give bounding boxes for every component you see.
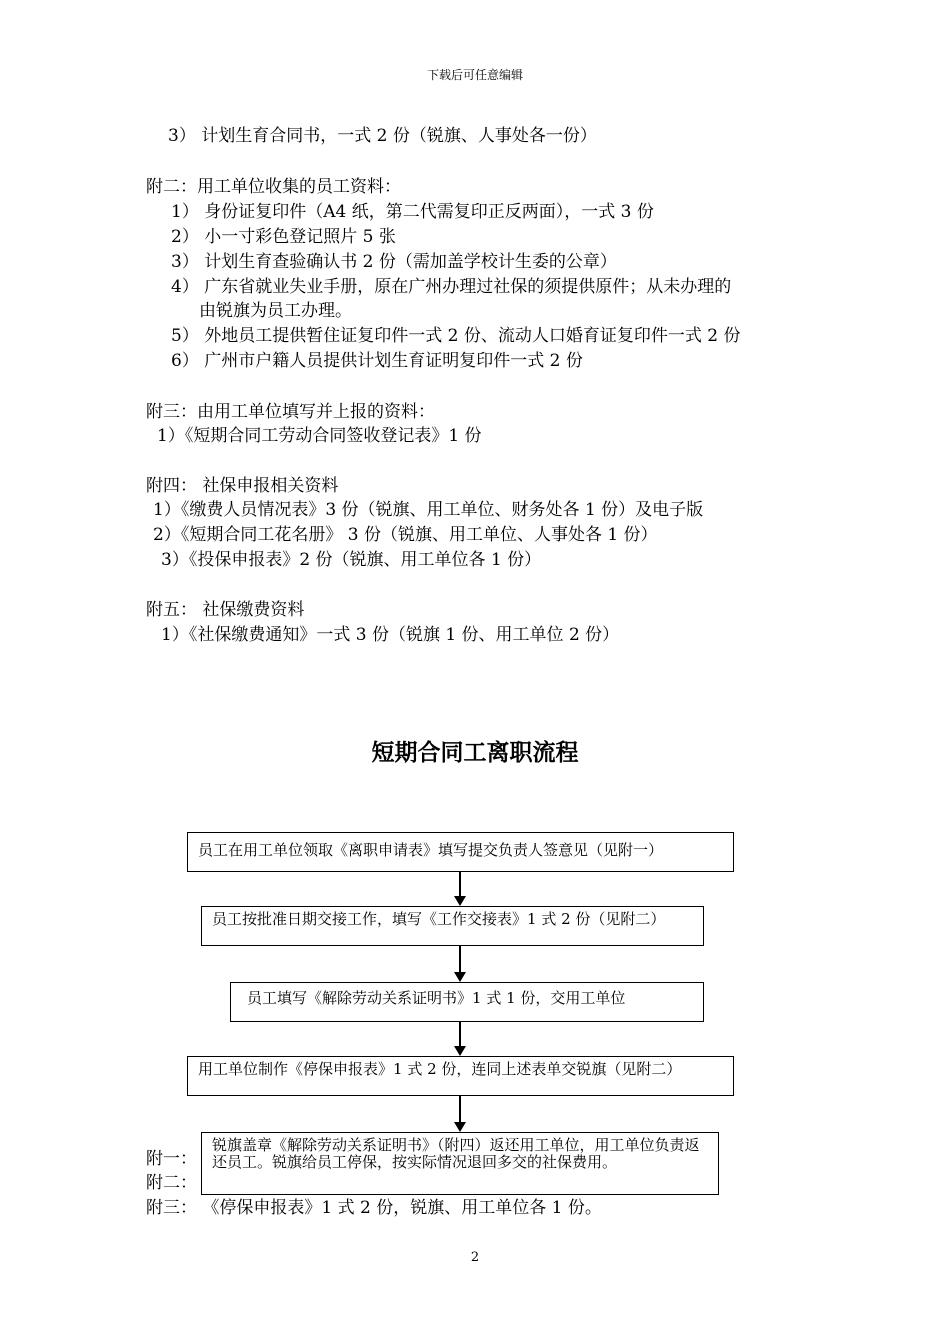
appendix5-heading: 附五： 社保缴费资料: [146, 600, 305, 620]
appendix4-item: 1）《缴费人员情况表》3 份（锐旗、用工单位、财务处各 1 份）及电子版: [153, 500, 704, 520]
appendix4-item: 3）《投保申报表》2 份（锐旗、用工单位各 1 份）: [161, 550, 542, 570]
flow-arrow: [459, 872, 461, 904]
page-number: 2: [470, 1250, 480, 1265]
appendix2-item: 3） 计划生育查验确认书 2 份（需加盖学校计生委的公章）: [171, 252, 617, 272]
flow-arrow: [459, 946, 461, 980]
appendix2-heading: 附二：用工单位收集的员工资料：: [146, 177, 401, 197]
flow-step-1: 员工在用工单位领取《离职申请表》填写提交负责人签意见（见附一）: [187, 832, 734, 872]
appendix2-item: 1） 身份证复印件（A4 纸，第二代需复印正反两面），一式 3 份: [171, 202, 654, 222]
appendix2-item: 2） 小一寸彩色登记照片 5 张: [171, 227, 396, 247]
appendix2-item-continued: 由锐旗为员工办理。: [199, 301, 352, 321]
section-title: 短期合同工离职流程: [371, 740, 579, 766]
appendix4-heading: 附四： 社保申报相关资料: [146, 476, 339, 496]
note-appendix3: 附三： 《停保申报表》1 式 2 份，锐旗、用工单位各 1 份。: [146, 1198, 602, 1218]
appendix2-item: 6） 广州市户籍人员提供计划生育证明复印件一式 2 份: [171, 351, 583, 371]
note-appendix2: 附二：: [146, 1173, 197, 1193]
note-appendix1: 附一：: [146, 1149, 197, 1169]
contract-item-3: 3） 计划生育合同书，一式 2 份（锐旗、人事处各一份）: [168, 126, 597, 146]
appendix2-item: 5） 外地员工提供暂住证复印件一式 2 份、流动人口婚育证复印件一式 2 份: [171, 326, 741, 346]
flow-step-2: 员工按批准日期交接工作，填写《工作交接表》1 式 2 份（见附二）: [201, 906, 704, 946]
flow-arrow: [459, 1096, 461, 1130]
flow-step-5: 锐旗盖章《解除劳动关系证明书》（附四）返还用工单位，用工单位负责返还员工。锐旗给员工停保，按实际情况退回多交的社保费用。: [201, 1132, 719, 1195]
flow-arrow: [459, 1022, 461, 1054]
appendix5-item: 1）《社保缴费通知》一式 3 份（锐旗 1 份、用工单位 2 份）: [161, 625, 620, 645]
flow-step-3: 员工填写《解除劳动关系证明书》1 式 1 份，交用工单位: [230, 982, 704, 1022]
appendix2-item: 4） 广东省就业失业手册，原在广州办理过社保的须提供原件；从未办理的: [171, 277, 732, 297]
appendix3-item: 1）《短期合同工劳动合同签收登记表》1 份: [157, 426, 482, 446]
appendix3-heading: 附三：由用工单位填写并上报的资料：: [146, 402, 435, 422]
appendix4-item: 2）《短期合同工花名册》 3 份（锐旗、用工单位、人事处各 1 份）: [153, 525, 658, 545]
page-header: 下载后可任意编辑: [426, 68, 523, 82]
flow-step-4: 用工单位制作《停保申报表》1 式 2 份，连同上述表单交锐旗（见附二）: [187, 1056, 734, 1096]
